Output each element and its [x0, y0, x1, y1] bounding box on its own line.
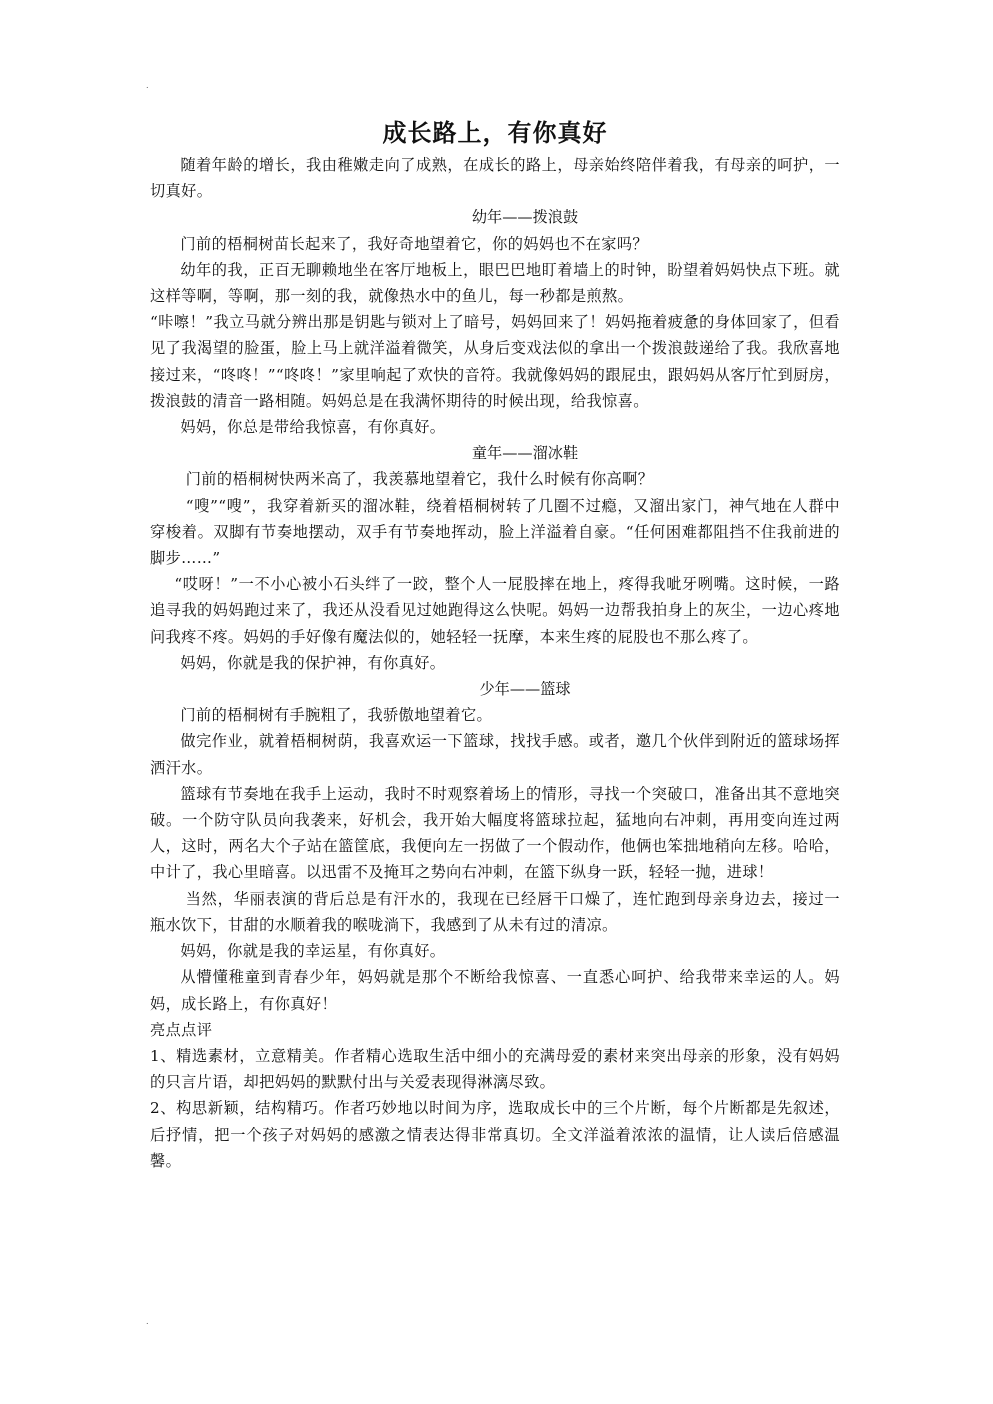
paragraph: 妈妈，你就是我的幸运星，有你真好。: [180, 942, 446, 961]
paragraph: “哎呀！”一不小心被小石头绊了一跤，整个人一屁股摔在地上，疼得我呲牙咧嘴。这时候，一路追寻我的妈妈跑过来了，我还从没看见过她跑得这么快呢。妈妈一边帮我拍身上的灰尘，一边心疼地问我疼不疼。妈妈的手好像有魔法似的，她轻轻一抚摩，本来生疼的屁股也不那么疼了。: [150, 575, 840, 646]
paragraph: 门前的梧桐树有手腕粗了，我骄傲地望着它。: [180, 706, 493, 725]
section-heading-childhood: 童年——溜冰鞋: [471, 444, 579, 463]
paragraph: “咔嚓！”我立马就分辨出那是钥匙与锁对上了暗号，妈妈回来了！妈妈拖着疲惫的身体回家了，但看见了我渴望的脸蛋，脸上马上就洋溢着微笑，从身后变戏法似的拿出一个拨浪鼓递给了我。我欣喜地接过来，“咚咚！”“咚咚！”家里响起了欢快的音符。我就像妈妈的跟屁虫，跟妈妈从客厅忙到厨房，拨浪鼓的清音一路相随。妈妈总是在我满怀期待的时候出现，给我惊喜。: [150, 313, 840, 410]
paragraph: “嗖”“嗖”，我穿着新买的溜冰鞋，绕着梧桐树转了几圈不过瘾，又溜出家门，神气地在人群中穿梭着。双脚有节奏地摆动，双手有节奏地挥动，脸上洋溢着自豪。“任何困难都阻挡不住我前进的脚步……”: [150, 496, 840, 568]
paragraph: 妈妈，你就是我的保护神，有你真好。: [180, 653, 446, 672]
intro-paragraph: 随着年龄的增长，我由稚嫩走向了成熟，在成长的路上，母亲始终陪伴着我，有母亲的呵护，一切真好。: [150, 156, 840, 201]
review-point: 2、构思新颖，结构精巧。作者巧妙地以时间为序，选取成长中的三个片断，每个片断都是先叙述，后抒情，把一个孩子对妈妈的感激之情表达得非常真切。全文洋溢着浓浓的温情，让人读后倍感温馨。: [150, 1099, 840, 1170]
corner-mark-bottom: .: [146, 1317, 149, 1326]
paragraph: 幼年的我，正百无聊赖地坐在客厅地板上，眼巴巴地盯着墙上的时钟，盼望着妈妈快点下班。就这样等啊，等啊，那一刻的我，就像热水中的鱼儿，每一秒都是煎熬。: [150, 260, 840, 306]
section-heading-youth: 少年——篮球: [479, 680, 571, 699]
conclusion-paragraph: 从懵懂稚童到青春少年，妈妈就是那个不断给我惊喜、一直悉心呵护、给我带来幸运的人。妈妈，成长路上，有你真好！: [150, 968, 840, 1013]
corner-mark-top: .: [146, 81, 149, 90]
review-heading: 亮点点评: [150, 1020, 213, 1039]
section-heading-infancy: 幼年——拨浪鼓: [471, 208, 579, 227]
paragraph: 当然，华丽表演的背后总是有汗水的，我现在已经唇干口燥了，连忙跑到母亲身边去，接过一瓶水饮下，甘甜的水顺着我的喉咙淌下，我感到了从未有过的清凉。: [150, 889, 840, 934]
paragraph: 门前的梧桐树快两米高了，我羡慕地望着它，我什么时候有你高啊？: [185, 470, 654, 489]
page-title: 成长路上，有你真好: [382, 118, 608, 147]
paragraph: 做完作业，就着梧桐树荫，我喜欢运一下篮球，找找手感。或者，邀几个伙伴到附近的篮球场挥洒汗水。: [150, 732, 840, 777]
paragraph: 篮球有节奏地在我手上运动，我时不时观察着场上的情形，寻找一个突破口，准备出其不意地突破。一个防守队员向我袭来，好机会，我开始大幅度将篮球拉起，猛地向右冲刺，再用变向连过两人，这时，两名大个子站在篮筐底，我便向左一拐做了一个假动作，他俩也笨拙地稍向左移。哈哈，中计了，我心里暗喜。以迅雷不及掩耳之势向右冲刺，在篮下纵身一跃，轻轻一抛，进球！: [150, 784, 840, 882]
paragraph: 妈妈，你总是带给我惊喜，有你真好。: [180, 418, 446, 437]
document-body: [150, 118, 840, 1174]
review-point: 1、精选素材，立意精美。作者精心选取生活中细小的充满母爱的素材来突出母亲的形象，没有妈妈的只言片语，却把妈妈的默默付出与关爱表现得淋漓尽致。: [150, 1046, 840, 1092]
paragraph: 门前的梧桐树苗长起来了，我好奇地望着它，你的妈妈也不在家吗？: [180, 234, 649, 253]
